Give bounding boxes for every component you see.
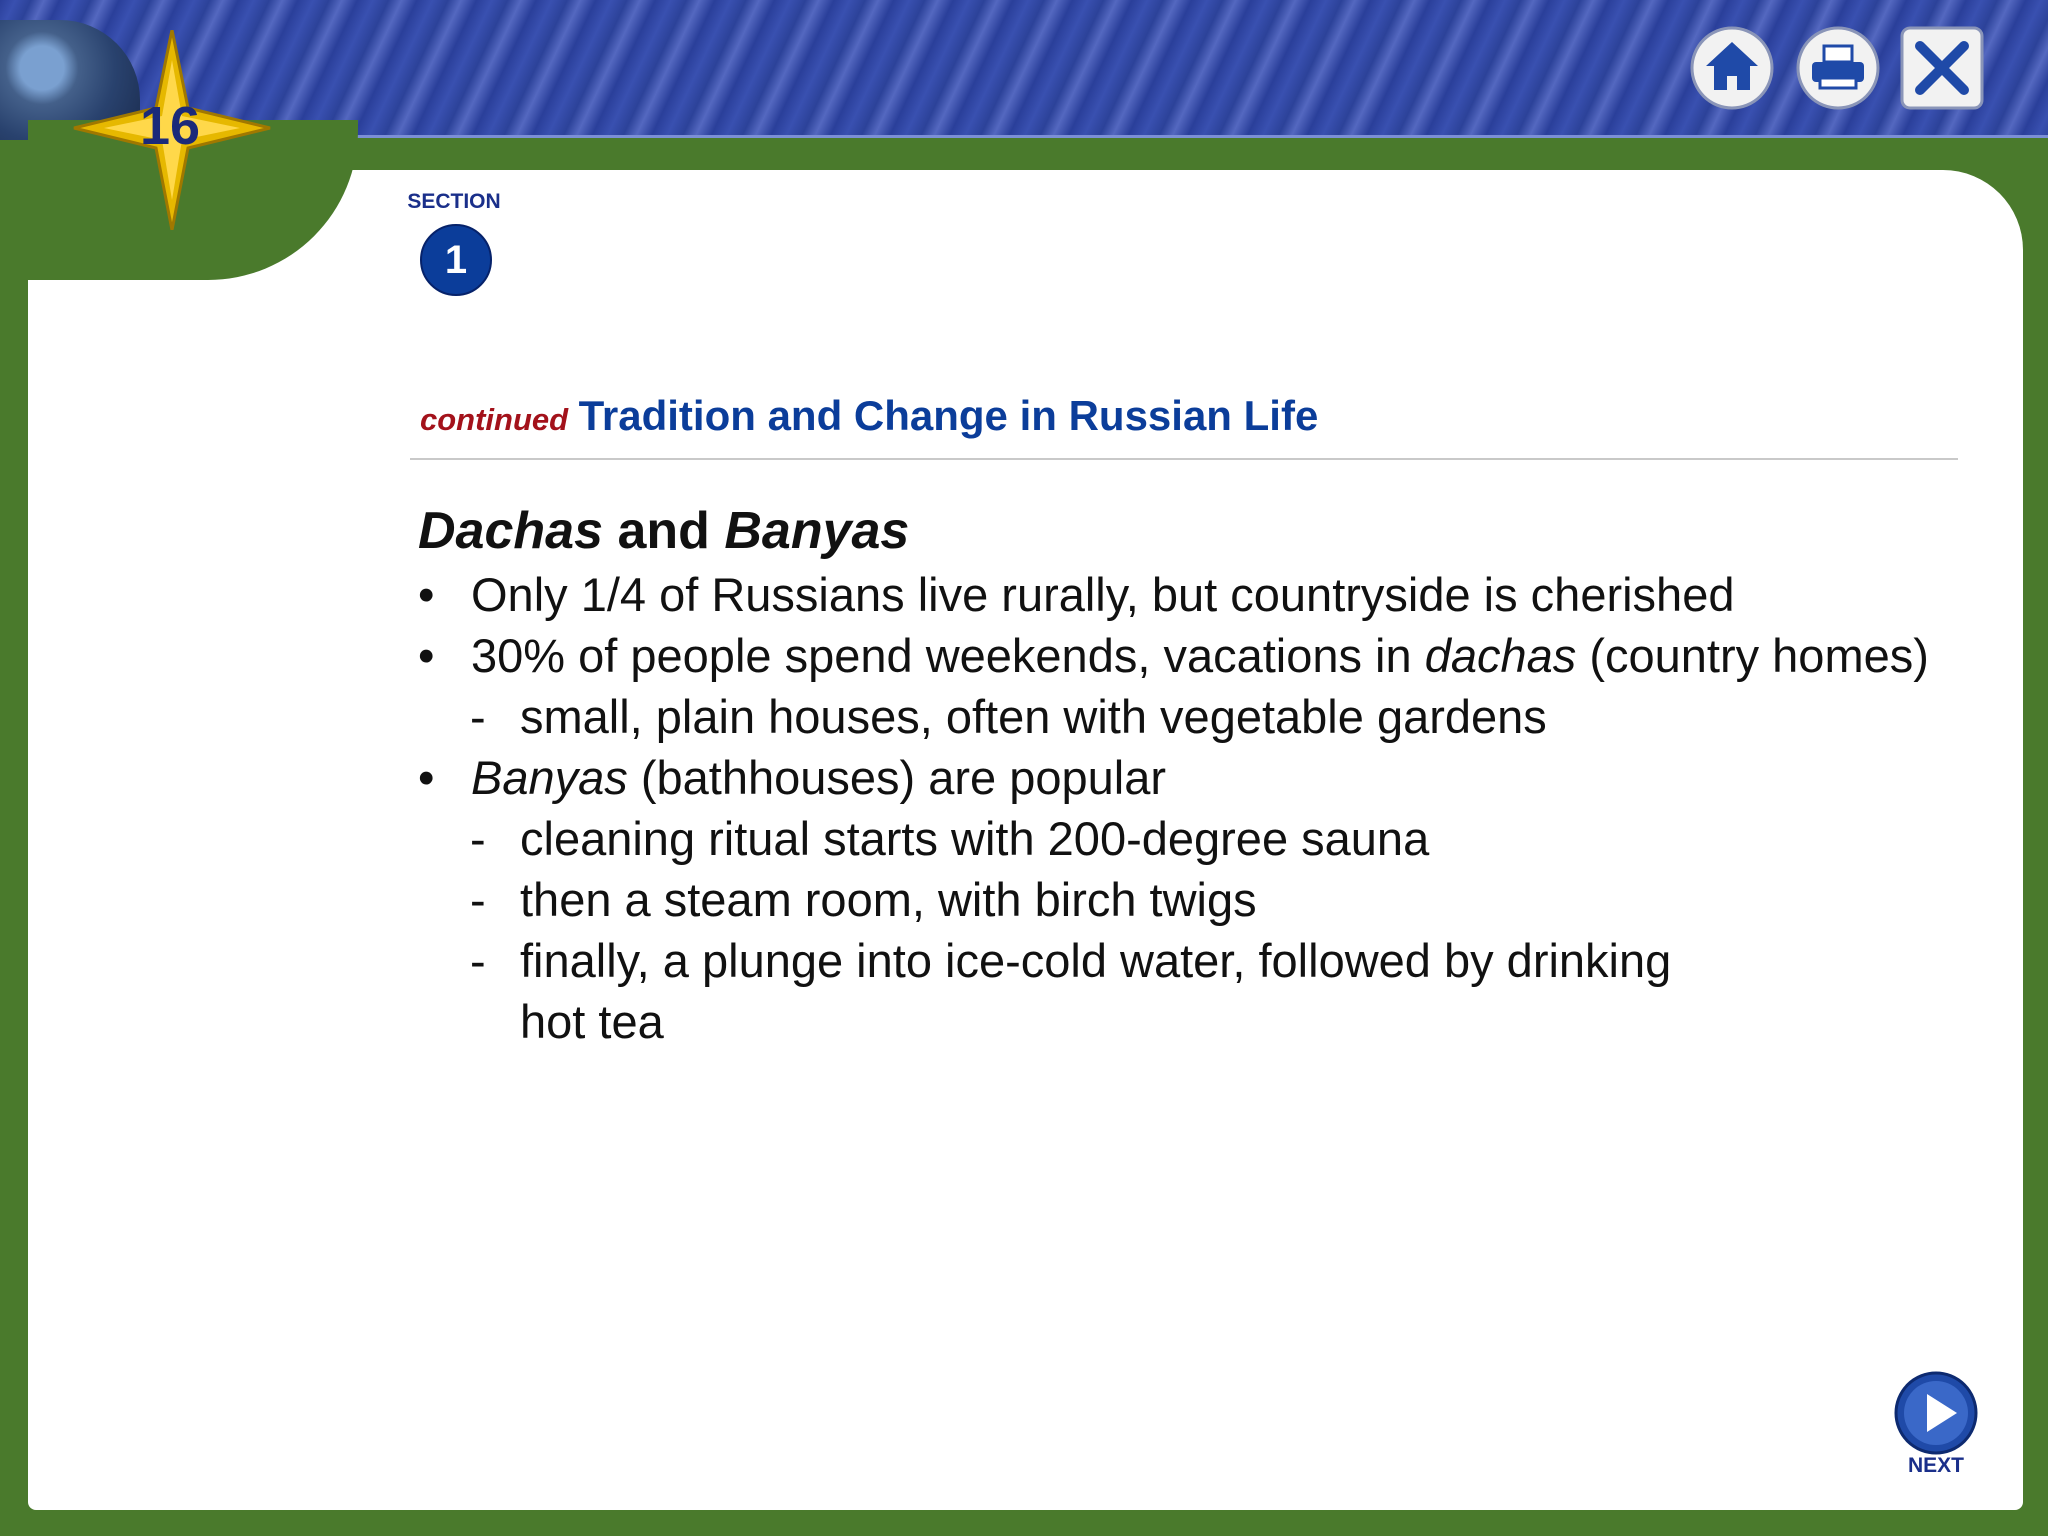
subitem-text: cleaning ritual starts with 200-degree sauna [520, 812, 1430, 865]
home-button[interactable] [1690, 26, 1774, 110]
bullet-marker: • [418, 629, 435, 682]
list-item [418, 625, 1938, 686]
subitem-text: then a steam room, with birch twigs [520, 873, 1257, 926]
slide-content [418, 498, 1938, 1052]
subitem-text: finally, a plunge into ice-cold water, followed by drinking hot tea [520, 934, 1672, 1048]
title-row [420, 392, 1318, 440]
next-button[interactable] [1893, 1370, 1979, 1456]
title-divider [410, 458, 1958, 460]
subitem-text: small, plain houses, often with vegetable gardens [520, 690, 1547, 743]
continued-label: continued [420, 402, 569, 437]
dash-marker: - [470, 690, 486, 743]
bullet-text: (bathhouses) are popular [627, 751, 1167, 804]
close-icon [1900, 26, 1984, 110]
dash-marker: - [470, 812, 486, 865]
close-button[interactable] [1900, 26, 1984, 110]
section-label: SECTION [407, 190, 501, 213]
bullet-emphasis: dachas [1424, 629, 1577, 682]
play-arrow-icon [1893, 1370, 1979, 1456]
subheading-dachas: Dachas [418, 502, 603, 560]
next-label[interactable]: NEXT [1907, 1454, 1964, 1477]
page-title: Tradition and Change in Russian Life [578, 392, 1319, 439]
list-subitem [418, 808, 1938, 869]
bullet-emphasis: Banyas [471, 751, 628, 804]
section-number-badge: 1 [420, 224, 492, 296]
list-subitem [418, 686, 1938, 747]
bullet-text: Only 1/4 of Russians live rurally, but countryside is cherished [471, 568, 1735, 621]
bullet-text: (country homes) [1576, 629, 1929, 682]
bullet-text: 30% of people spend weekends, vacations in [471, 629, 1425, 682]
bullet-marker: • [418, 568, 435, 621]
list-item [418, 564, 1938, 625]
dash-marker: - [470, 873, 486, 926]
subheading [418, 498, 1938, 564]
printer-icon [1796, 26, 1880, 110]
chapter-number: 16 [139, 96, 201, 156]
dash-marker: - [470, 934, 486, 987]
list-item [418, 747, 1938, 808]
print-button[interactable] [1796, 26, 1880, 110]
bullet-marker: • [418, 751, 435, 804]
home-icon [1690, 26, 1774, 110]
list-subitem [418, 869, 1938, 930]
subheading-and: and [603, 502, 725, 560]
subheading-banyas: Banyas [724, 502, 910, 560]
list-subitem [418, 930, 1720, 1052]
